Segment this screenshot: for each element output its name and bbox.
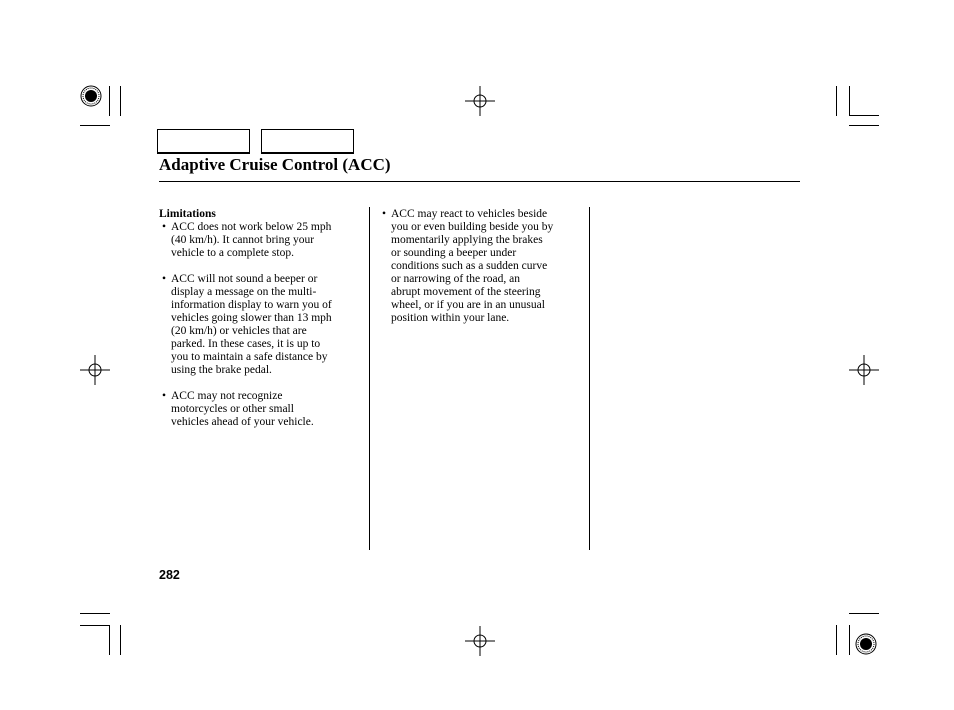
section-heading: Limitations: [159, 208, 216, 220]
crosshair-icon: [80, 355, 110, 385]
list-item: • ACC does not work below 25 mph (40 km/h). It cannot bring your vehicle to a complete stop.: [162, 221, 332, 259]
left-column: [159, 208, 364, 429]
column-divider: [369, 207, 370, 550]
bullet-icon: •: [162, 390, 167, 402]
bullet-icon: •: [382, 208, 387, 220]
list-item: • ACC may not recognize motorcycles or other small vehicles ahead of your vehicle.: [162, 390, 314, 428]
list-item: • ACC will not sound a beeper or display a message on the multi- information display to warn you of vehicles going slower than 13 mph (20 km/h) or vehicles that are parked. In these cases, it is up to you to maintain a safe distance by using the brake pedal.: [162, 273, 332, 376]
crosshair-icon: [465, 86, 495, 116]
crosshair-icon: [465, 626, 495, 656]
bullet-icon: •: [162, 273, 167, 285]
title-rule: [159, 181, 800, 182]
registration-target-icon: [80, 85, 102, 107]
crosshair-icon: [849, 355, 879, 385]
page-number: 282: [159, 568, 180, 582]
list-item: • ACC may react to vehicles beside you or even building beside you by momentarily applying the brakes or sounding a beeper under conditions such as a sudden curve or narrowing of the road, an abrupt movement of the steering wheel, or if you are in an unusual position within your lane.: [382, 208, 554, 324]
page-title: Adaptive Cruise Control (ACC): [159, 155, 391, 174]
header-tab: [157, 129, 250, 154]
registration-target-icon: [855, 633, 877, 655]
column-divider: [589, 207, 590, 550]
bullet-icon: •: [162, 221, 167, 233]
header-tab: [261, 129, 354, 154]
middle-column: [379, 208, 584, 325]
